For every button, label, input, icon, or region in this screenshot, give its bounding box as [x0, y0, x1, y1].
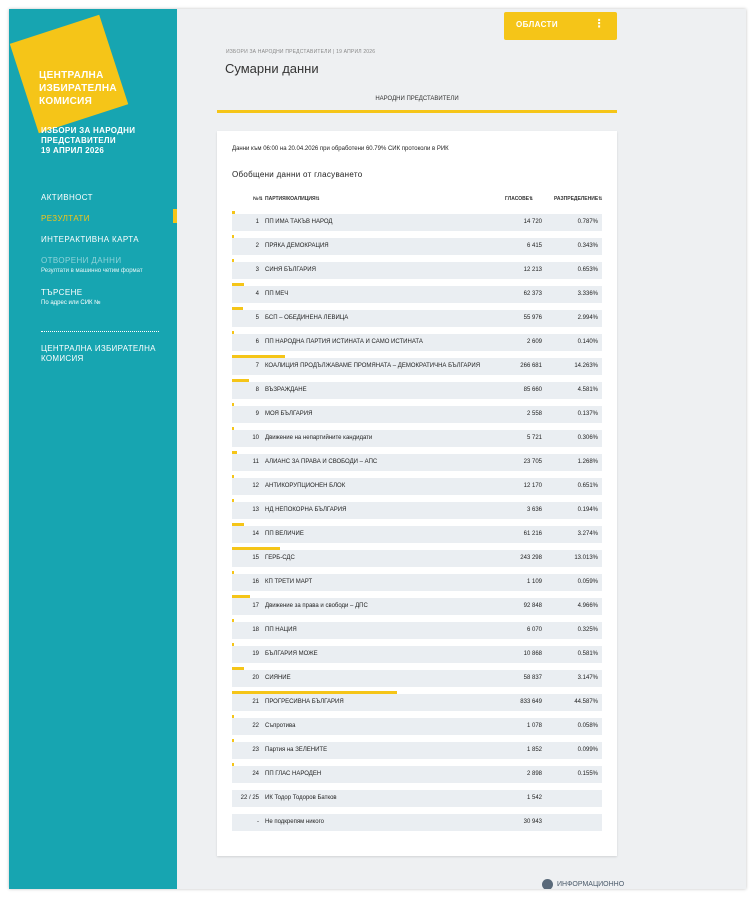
row-votes: 2 609 — [526, 339, 542, 345]
share-bar — [232, 307, 243, 310]
row-votes: 266 681 — [520, 363, 542, 369]
row-percentage: 0.140% — [577, 339, 598, 345]
share-bar — [232, 523, 244, 526]
table-row — [232, 523, 602, 547]
row-party-name: Съпротива — [265, 723, 296, 729]
row-percentage: 13.013% — [574, 555, 598, 561]
table-row — [232, 619, 602, 643]
row-number: 17 — [252, 603, 259, 609]
row-number: 2 — [255, 243, 259, 249]
logo-line-1: ЦЕНТРАЛНА — [39, 70, 104, 81]
row-votes: 833 649 — [520, 699, 542, 705]
table-row — [232, 547, 602, 571]
row-percentage: 4.581% — [577, 387, 598, 393]
share-bar — [232, 403, 234, 406]
row-party-name: БСП – ОБЕДИНЕНА ЛЕВИЦА — [265, 315, 349, 321]
row-votes: 6 415 — [526, 243, 542, 249]
row-number: 3 — [255, 267, 259, 273]
row-party-name: ПП ГЛАС НАРОДЕН — [265, 771, 322, 777]
row-party-name: Партия на ЗЕЛЕНИТЕ — [265, 747, 328, 753]
footer-logo — [542, 879, 624, 889]
row-percentage: 3.336% — [577, 291, 598, 297]
row-percentage: 14.263% — [574, 363, 598, 369]
row-percentage: 0.325% — [577, 627, 598, 633]
row-percentage: 1.268% — [577, 459, 598, 465]
page-title: Сумарни данни — [225, 61, 319, 76]
share-bar — [232, 235, 234, 238]
share-bar — [232, 595, 250, 598]
row-party-name: АНТИКОРУПЦИОНЕН БЛОК — [265, 483, 346, 489]
share-bar — [232, 715, 234, 718]
row-percentage: 0.155% — [577, 771, 598, 777]
row-number: 21 — [252, 699, 259, 705]
nav-search-sub: По адрес или СИК № — [41, 300, 101, 306]
table-row — [232, 811, 602, 835]
table-row — [232, 379, 602, 403]
row-votes: 2 558 — [526, 411, 542, 417]
share-bar — [232, 619, 234, 622]
row-percentage: 0.651% — [577, 483, 598, 489]
row-votes: 55 976 — [523, 315, 542, 321]
sort-icon: ⇅ — [315, 196, 320, 202]
table-row — [232, 403, 602, 427]
table-row — [232, 571, 602, 595]
row-number: 18 — [252, 627, 259, 633]
row-party-name: ПП МЕЧ — [265, 291, 289, 297]
nav-open-data-label: ОТВОРЕНИ ДАННИ — [41, 256, 122, 265]
row-number: 1 — [255, 219, 259, 225]
election-date: 19 АПРИЛ 2026 — [41, 146, 105, 155]
sort-icon: ⇅ — [258, 196, 263, 202]
row-party-name: Не подкрепям никого — [265, 819, 324, 825]
row-party-name: ПП НАРОДНА ПАРТИЯ ИСТИНАТА И САМО ИСТИНАТА — [265, 339, 423, 345]
footer-logo-text: ИНФОРМАЦИОННО — [557, 881, 625, 888]
nav-results[interactable]: РЕЗУЛТАТИ — [41, 214, 90, 223]
share-bar — [232, 427, 234, 430]
header-distribution[interactable] — [554, 196, 602, 202]
row-votes: 10 868 — [523, 651, 542, 657]
header-party-label: ПАРТИЯ/КОАЛИЦИЯ — [265, 196, 316, 202]
row-party-name: НД НЕПОКОРНА БЪЛГАРИЯ — [265, 507, 347, 513]
nav-cik-link[interactable] — [41, 344, 156, 364]
row-votes: 14 720 — [523, 219, 542, 225]
header-distribution-label: РАЗПРЕДЕЛЕНИЕ — [554, 196, 599, 202]
row-party-name: ПП НАЦИЯ — [265, 627, 297, 633]
row-votes: 12 170 — [523, 483, 542, 489]
table-row — [232, 691, 602, 715]
table-row — [232, 307, 602, 331]
row-party-name: ИК Тодор Тодоров Батков — [265, 795, 337, 801]
more-vertical-icon: ⋮ — [593, 18, 605, 30]
row-number: 19 — [252, 651, 259, 657]
row-party-name: ВЪЗРАЖДАНЕ — [265, 387, 307, 393]
table-row — [232, 235, 602, 259]
row-votes: 58 837 — [523, 675, 542, 681]
header-party[interactable] — [265, 196, 320, 202]
row-votes: 1 542 — [526, 795, 542, 801]
table-row — [232, 283, 602, 307]
active-nav-indicator — [173, 209, 177, 223]
row-percentage: 3.274% — [577, 531, 598, 537]
cik-link-line-1: ЦЕНТРАЛНА ИЗБИРАТЕЛНА — [41, 344, 156, 353]
row-percentage: 0.059% — [577, 579, 598, 585]
row-percentage: 2.994% — [577, 315, 598, 321]
share-bar — [232, 283, 244, 286]
nav-interactive-map[interactable]: ИНТЕРАКТИВНА КАРТА — [41, 235, 139, 244]
row-votes: 1 109 — [526, 579, 542, 585]
table-row — [232, 739, 602, 763]
row-number: 15 — [252, 555, 259, 561]
sort-icon: ⇅ — [598, 196, 603, 202]
share-bar — [232, 379, 249, 382]
row-party-name: Движение на непартийните кандидати — [265, 435, 373, 441]
row-votes: 61 216 — [523, 531, 542, 537]
row-votes: 2 898 — [526, 771, 542, 777]
share-bar — [232, 667, 244, 670]
results-card — [217, 131, 617, 856]
data-status-note: Данни към 06:00 на 20.04.2026 при обработени 60.79% СИК протоколи в РИК — [232, 146, 449, 152]
tab-national-representatives[interactable]: НАРОДНИ ПРЕДСТАВИТЕЛИ — [217, 94, 617, 113]
header-num[interactable] — [253, 196, 263, 202]
row-percentage: 3.147% — [577, 675, 598, 681]
table-row — [232, 643, 602, 667]
sidebar — [9, 9, 177, 889]
nav-search-label: ТЪРСЕНЕ — [41, 288, 83, 297]
row-number: 11 — [252, 459, 259, 465]
row-party-name: КОАЛИЦИЯ ПРОДЪЛЖАВАМЕ ПРОМЯНАТА – ДЕМОКРАТИЧНА БЪЛГАРИЯ — [265, 363, 481, 369]
row-votes: 85 660 — [523, 387, 542, 393]
row-party-name: КП ТРЕТИ МАРТ — [265, 579, 313, 585]
row-party-name: ГЕРБ-СДС — [265, 555, 295, 561]
table-row — [232, 211, 602, 235]
row-votes: 1 852 — [526, 747, 542, 753]
row-party-name: ПП ВЕЛИЧИЕ — [265, 531, 304, 537]
table-row — [232, 667, 602, 691]
share-bar — [232, 643, 234, 646]
nav-open-data-sub: Резултати в машинно четим формат — [41, 268, 143, 274]
share-bar — [232, 475, 234, 478]
table-row — [232, 355, 602, 379]
row-percentage: 0.194% — [577, 507, 598, 513]
table-row — [232, 427, 602, 451]
table-header — [232, 193, 602, 207]
share-bar — [232, 571, 234, 574]
regions-label: ОБЛАСТИ — [516, 20, 558, 29]
row-number: 16 — [252, 579, 259, 585]
row-party-name: ПРОГРЕСИВНА БЪЛГАРИЯ — [265, 699, 344, 705]
regions-dropdown-button[interactable] — [504, 12, 617, 40]
row-votes: 62 373 — [523, 291, 542, 297]
row-party-name: СИНЯ БЪЛГАРИЯ — [265, 267, 316, 273]
row-votes: 6 070 — [526, 627, 542, 633]
row-percentage: 0.787% — [577, 219, 598, 225]
header-votes[interactable] — [505, 196, 533, 202]
cik-link-line-2: КОМИСИЯ — [41, 354, 84, 363]
row-percentage: 0.306% — [577, 435, 598, 441]
section-title: Обобщени данни от гласуването — [232, 170, 363, 179]
row-percentage: 0.581% — [577, 651, 598, 657]
table-row — [232, 715, 602, 739]
row-party-name: ПП ИМА ТАКЪВ НАРОД — [265, 219, 333, 225]
table-row — [232, 475, 602, 499]
row-votes: 5 721 — [526, 435, 542, 441]
row-number: 23 — [252, 747, 259, 753]
table-row — [232, 259, 602, 283]
row-party-name: БЪЛГАРИЯ МОЖЕ — [265, 651, 318, 657]
row-percentage: 44.587% — [574, 699, 598, 705]
row-number: 6 — [255, 339, 259, 345]
table-row — [232, 595, 602, 619]
table-row — [232, 763, 602, 787]
row-number: 4 — [255, 291, 259, 297]
row-party-name: МОЯ БЪЛГАРИЯ — [265, 411, 313, 417]
row-votes: 3 636 — [526, 507, 542, 513]
nav-activity[interactable]: АКТИВНОСТ — [41, 193, 93, 202]
logo-text — [39, 69, 117, 108]
results-table-body — [232, 211, 602, 835]
row-number: 22 — [252, 723, 259, 729]
row-percentage: 0.653% — [577, 267, 598, 273]
row-percentage: 0.343% — [577, 243, 598, 249]
share-bar — [232, 763, 234, 766]
sort-icon: ⇅ — [529, 196, 534, 202]
row-party-name: АЛИАНС ЗА ПРАВА И СВОБОДИ – АПС — [265, 459, 378, 465]
header-num-label: № — [253, 196, 259, 202]
page-frame — [9, 9, 746, 889]
share-bar — [232, 355, 285, 358]
share-bar — [232, 259, 234, 262]
election-title — [41, 126, 135, 156]
row-party-name: Движение за права и свободи – ДПС — [265, 603, 368, 609]
row-number: 22 / 25 — [240, 795, 259, 801]
row-number: 12 — [252, 483, 259, 489]
row-number: 7 — [255, 363, 259, 369]
row-number: 13 — [252, 507, 259, 513]
header-votes-label: ГЛАСОВЕ — [505, 196, 530, 202]
election-line-1: ИЗБОРИ ЗА НАРОДНИ — [41, 126, 136, 135]
nav-divider — [41, 331, 159, 332]
logo-line-2: ИЗБИРАТЕЛНА — [39, 83, 117, 94]
row-percentage: 0.058% — [577, 723, 598, 729]
row-number: 14 — [252, 531, 259, 537]
row-number: 20 — [252, 675, 259, 681]
table-row — [232, 787, 602, 811]
row-votes: 12 213 — [523, 267, 542, 273]
table-row — [232, 451, 602, 475]
row-percentage: 0.099% — [577, 747, 598, 753]
row-votes: 23 705 — [523, 459, 542, 465]
share-bar — [232, 691, 397, 694]
row-party-name: СИЯНИЕ — [265, 675, 291, 681]
row-party-name: ПРЯКА ДЕМОКРАЦИЯ — [265, 243, 329, 249]
share-bar — [232, 211, 235, 214]
row-number: 5 — [255, 315, 259, 321]
row-number: 10 — [252, 435, 259, 441]
election-line-2: ПРЕДСТАВИТЕЛИ — [41, 136, 116, 145]
share-bar — [232, 547, 280, 550]
table-row — [232, 499, 602, 523]
row-votes: 243 298 — [520, 555, 542, 561]
row-percentage: 4.966% — [577, 603, 598, 609]
share-bar — [232, 331, 234, 334]
cik-logo[interactable] — [17, 27, 127, 119]
share-bar — [232, 739, 234, 742]
row-votes: 30 943 — [523, 819, 542, 825]
sidebar-nav — [41, 193, 171, 320]
row-number: 24 — [252, 771, 259, 777]
nav-search[interactable] — [41, 288, 171, 320]
row-votes: 1 078 — [526, 723, 542, 729]
nav-open-data[interactable] — [41, 256, 171, 288]
logo-line-3: КОМИСИЯ — [39, 96, 93, 107]
row-number: 8 — [255, 387, 259, 393]
share-bar — [232, 499, 234, 502]
table-row — [232, 331, 602, 355]
breadcrumb: ИЗБОРИ ЗА НАРОДНИ ПРЕДСТАВИТЕЛИ | 19 АПРИЛ 2026 — [226, 49, 376, 55]
footer-logo-icon — [542, 879, 553, 889]
row-percentage: 0.137% — [577, 411, 598, 417]
row-number: 9 — [255, 411, 259, 417]
row-number: - — [257, 819, 259, 825]
row-votes: 92 848 — [523, 603, 542, 609]
share-bar — [232, 451, 237, 454]
